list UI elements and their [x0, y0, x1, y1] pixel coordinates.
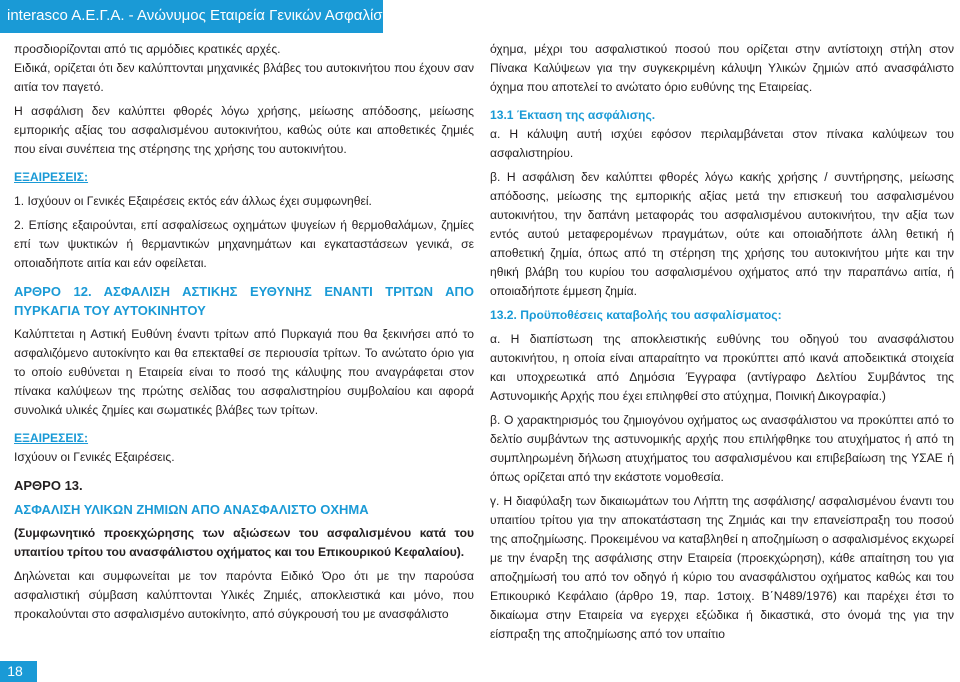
list-item: γ. Η διαφύλαξη των δικαιωμάτων του Λήπτη της ασφάλισης/ ασφαλισμένου έναντι του υπαιτίου τρίτου για την αποκατάσταση της Ζημιάς και την επανείσπραξη του ποσού της αποζημίωσης. Προκειμένου να καταβληθεί η αποζημίωση ο ασφαλισμένος εκχωρεί με την έναρξη της ασφάλισης στην Εταιρεία (προεκχώρηση), κάθε απαίτηση του για αποζημίωσή του από τον οδηγό ή κύριο του ανασφάλιστου οχήματος καθώς και του Επικουρικό Κεφάλαιο (άρθρο 19, παρ. 1στοιχ. Β΄Ν489/1976) και παρέχει έτσι το δικαίωμα στην Εταιρεία να εγερχει εξώδικα ή δικαστικά, στο όνομά της για την είσπραξη της αποζημίωσης από τον υπαίτιο: [490, 494, 954, 641]
list-item: β. Η ασφάλιση δεν καλύπτει φθορές λόγω κακής χρήσης / συντήρησης, μείωσης απόδοσης, μείωσης της εμπορικής αξίας μετά την επισκευή του ασφαλισμένου αυτοκινήτου, την δαπάνη μεταφοράς του ασφαλισμένου αυτοκινήτου, την αξία των εντός αυτού μεταφερομένων πραγμάτων, ούτε και οποιαδήποτε άλλη θετική ή αποθετική ζημία, όπως από τη στέρηση της χρήσης του αυτοκινήτου μήτε και την ηθική βλάβη του κυρίου του ασφαλισμένου οχήματος από την παραπάνω αιτία, ή οποιαδήποτε έμμεση ζημία.: [490, 170, 954, 298]
paragraph: Ειδικά, ορίζεται ότι δεν καλύπτονται μηχανικές βλάβες του αυτοκινήτου που έχουν σαν αιτία τον παγετό.: [14, 61, 474, 94]
paragraph: Ισχύουν οι Γενικές Εξαιρέσεις.: [14, 450, 175, 464]
paragraph: προσδιορίζονται από τις αρμόδιες κρατικές αρχές.: [14, 42, 281, 56]
paragraph: Δηλώνεται και συμφωνείται με τον παρόντα Ειδικό Όρο ότι με την παρούσα ασφαλιστική σύμβαση καλύπτονται Υλικές Ζημιές, αποκλειστικά και μόνο, που προκαλούνται στο ασφαλισμένο αυτοκίνητο, από σύγκρουσή του με ανασφάλιστο: [14, 569, 474, 621]
list-item: β. Ο χαρακτηρισμός του ζημιογόνου οχήματος ως ανασφάλιστου να προκύπτει από το δελτίο συμβάντων της αστυνομικής αρχής που επιλήφθηκε του ατυχήματος ή από τη συμπληρωμένη δήλωση ατυχήματος του ασφαλισμένου και επιβεβαίωση της ΥΣΑΕ ή όπως ορίζεται από την εκάστοτε νομοθεσία.: [490, 413, 954, 484]
article-heading: ΑΣΦΑΛΙΣΗ ΥΛΙΚΩΝ ΖΗΜΙΩΝ ΑΠΟ ΑΝΑΣΦΑΛΙΣΤΟ ΟΧΗΜΑ: [14, 502, 369, 517]
page-number-box: [0, 661, 37, 682]
header-title: interasco A.E.Γ.Α. - Ανώνυμος Εταιρεία Γενικών Ασφαλίσεων: [7, 7, 409, 24]
exclusions-heading: ΕΞΑΙΡΕΣΕΙΣ:: [14, 170, 89, 184]
section-heading: 13.2. Προϋποθέσεις καταβολής του ασφαλίσματος:: [490, 308, 782, 322]
paragraph: όχημα, μέχρι του ασφαλιστικού ποσού που ορίζεται στην αντίστοιχη στήλη στον Πίνακα Καλύψεων για την συγκεκριμένη κάλυψη Υλικών ζημιών από ανασφάλιστο όχημα που αποτελεί το ανώτατο όριο ευθύνης της Εταιρείας.: [490, 42, 954, 94]
list-item: α. Η κάλυψη αυτή ισχύει εφόσον περιλαμβάνεται στον πίνακα καλύψεων του ασφαλιστηρίου.: [490, 127, 954, 160]
article-heading: ΑΡΘΡΟ 12. ΑΣΦΑΛΙΣΗ ΑΣΤΙΚΗΣ ΕΥΘΥΝΗΣ ΕΝΑΝΤΙ ΤΡΙΤΩΝ ΑΠΟ ΠΥΡΚΑΓΙΑ ΤΟΥ ΑΥΤΟΚΙΝΗΤΟΥ: [14, 284, 474, 318]
section-heading: 13.1 Έκταση της ασφάλισης.: [490, 108, 656, 122]
header-bar: [0, 0, 409, 33]
page-number: 18: [7, 663, 23, 679]
left-column: [14, 40, 474, 624]
paragraph: Καλύπτεται η Αστική Ευθύνη έναντι τρίτων από Πυρκαγιά που θα ξεκινήσει από το ασφαλιζόμενο αυτοκίνητο και θα επεκταθεί σε περιουσία τρίτων. Το ανώτατο όριο για το οποίο ευθύνεται η Εταιρεία είναι το ποσό της κάλυψης που αναγράφεται στον πίνακα καλύψεων της πρώτης σελίδας του ασφαλιστηρίου συμβολαίου και αφορά συνολικά υλικές ζημίες και σωματικές βλάβες των τρίτων.: [14, 327, 474, 417]
article-label: ΑΡΘΡΟ 13.: [14, 478, 83, 493]
exclusion-item: 2. Επίσης εξαιρούνται, επί ασφαλίσεως οχημάτων ψυγείων ή θερμοθαλάμων, ζημίες επί των ψυκτικών ή θερμαντικών μηχανημάτων και εγκαταστάσεων γενικά, σε οποιαδήποτε αιτία και εάν οφείλεται.: [14, 218, 474, 270]
article-subtitle: (Συμφωνητικό προεκχώρησης των αξιώσεων του ασφαλισμένου κατά του υπαιτίου τρίτου του ανασφάλιστου οχήματος και του Επικουρικού Κεφαλαίου).: [14, 526, 474, 559]
paragraph: Η ασφάλιση δεν καλύπτει φθορές λόγω χρήσης, μείωσης απόδοσης, μείωσης εμπορικής αξίας του ασφαλισμένου αυτοκινήτου, καθώς ούτε και αποθετικές ζημιές που είναι συνέπεια της στέρησης της χρήσης του αυτοκινήτου.: [14, 104, 474, 156]
list-item: α. Η διαπίστωση της αποκλειστικής ευθύνης του οδηγού του ανασφάλιστου αυτοκινήτου, η οποία είναι απαραίτητο να προκύπτει από ικανά αποδεικτικά στοιχεία και υποχρεωτικά από Δημόσια Έγγραφα (αντίγραφο Δελτίου Συμβάντος της Αστυνομικής Αρχής που έχει επιληφθεί στο ατύχημα, Ποινική Δικογραφία.): [490, 332, 954, 403]
exclusion-item: 1. Ισχύουν οι Γενικές Εξαιρέσεις εκτός εάν άλλως έχει συμφωνηθεί.: [14, 194, 372, 208]
exclusions-heading: ΕΞΑΙΡΕΣΕΙΣ:: [14, 431, 89, 445]
right-column: [490, 40, 954, 644]
